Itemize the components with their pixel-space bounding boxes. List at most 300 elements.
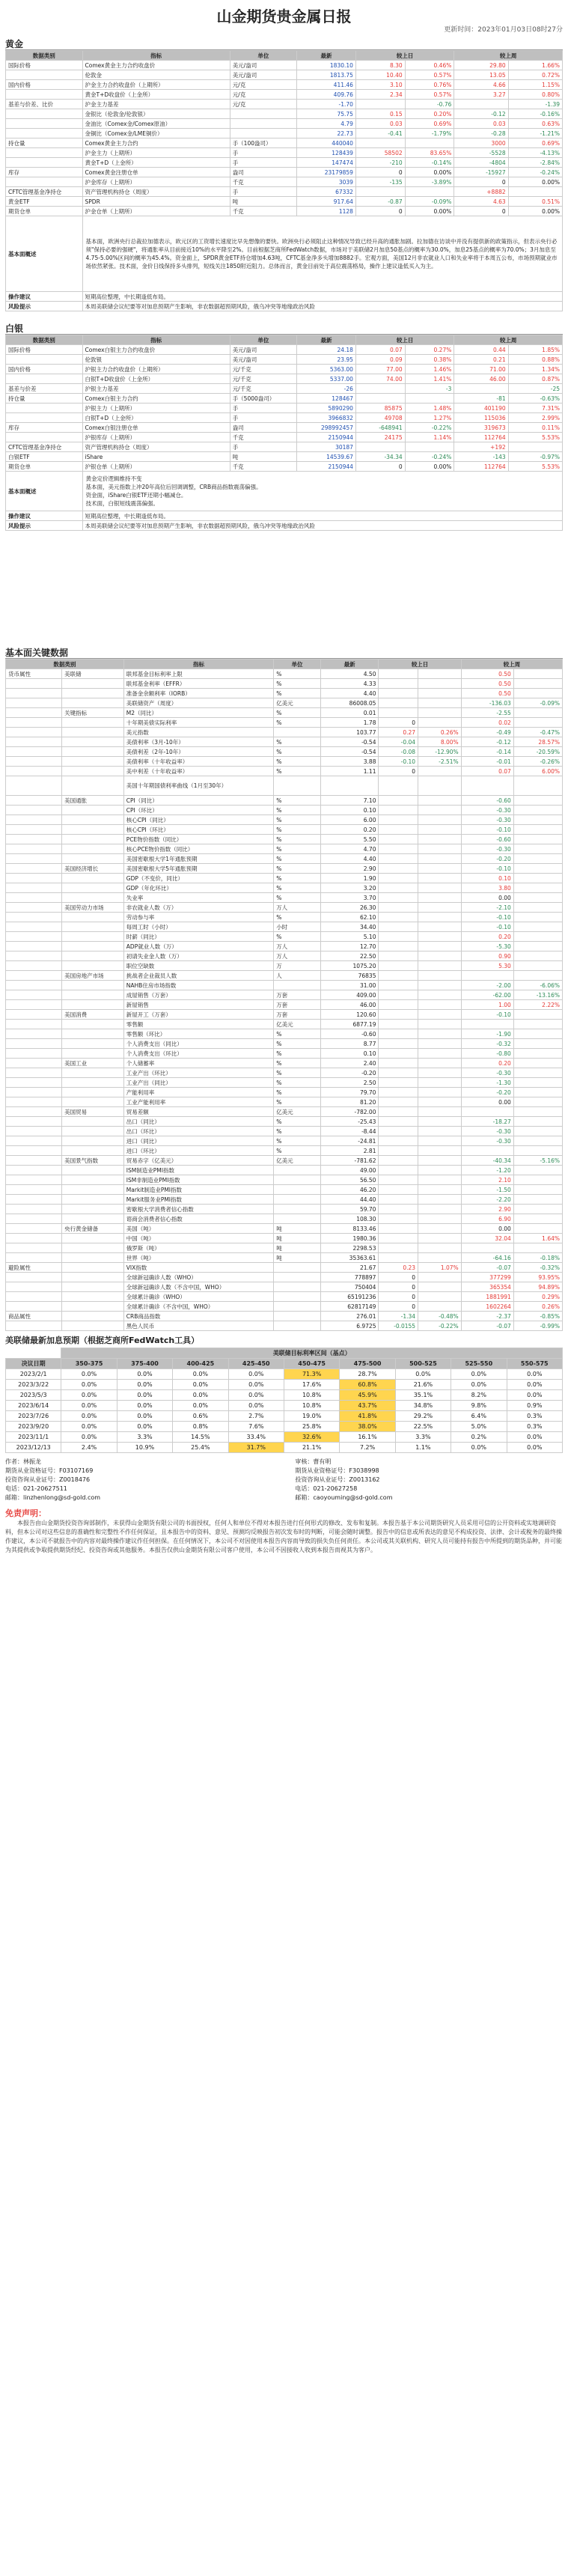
row-group [6, 951, 62, 961]
table-row [6, 903, 563, 913]
row-indicator: 非农就业人数（万） [123, 903, 273, 913]
silver-ops-label: 操作建议 [6, 511, 83, 521]
row-latest: 34.40 [320, 922, 379, 932]
row-indicator: 美债利率（十年收益率） [123, 757, 273, 767]
row-unit: 吨 [274, 1253, 321, 1263]
row-indicator: ADP就业人数（万） [123, 942, 273, 951]
table-row [6, 452, 563, 462]
row-subgroup [62, 1234, 124, 1243]
row-unit: 千克 [230, 177, 296, 187]
row-group [6, 1029, 62, 1039]
row-group [6, 1195, 62, 1205]
row-latest: 750404 [320, 1282, 379, 1292]
row-day-change-pct [418, 854, 462, 864]
row-indicator: 沪金库存（上期所） [82, 177, 230, 187]
row-day-change-pct [418, 1059, 462, 1068]
row-indicator: 全球新冠确诊人数（WHO） [123, 1273, 273, 1282]
row-indicator: Markit服务业PMI指数 [123, 1195, 273, 1205]
row-week-change: 319673 [454, 423, 508, 433]
row-day-change-pct: -0.76 [405, 100, 454, 109]
table-row [6, 1010, 563, 1020]
fedwatch-date: 2023/2/1 [6, 1369, 61, 1380]
row-unit [274, 1185, 321, 1195]
row-day-change-pct [418, 806, 462, 815]
row-day-change-pct: -0.22% [418, 1321, 462, 1331]
row-week-change-pct [513, 815, 562, 825]
row-day-change: 3.10 [355, 80, 405, 90]
row-unit: % [274, 747, 321, 757]
col-vs-prev-week: 较上周 [454, 335, 563, 345]
row-indicator: 美元指数 [123, 728, 273, 737]
row-unit: 吨 [230, 197, 296, 207]
row-day-change [379, 1117, 418, 1127]
row-subgroup [62, 698, 124, 708]
row-indicator: 沪银主力合约收盘价（上期所） [82, 365, 230, 374]
row-group [6, 844, 62, 854]
fedwatch-probability: 21.6% [395, 1380, 451, 1390]
row-week-change-pct: 1.15% [508, 80, 562, 90]
row-day-change-pct: 0.26% [418, 728, 462, 737]
fedwatch-date: 2023/6/14 [6, 1401, 61, 1411]
table-row [6, 207, 563, 216]
row-week-change: -0.28 [454, 129, 508, 138]
row-week-change-pct [513, 903, 562, 913]
row-week-change-pct [513, 1127, 562, 1136]
fedwatch-probability: 60.8% [340, 1380, 395, 1390]
row-indicator: Markit制造业PMI指数 [123, 1185, 273, 1195]
row-indicator: 美债利差（2年-10年） [123, 747, 273, 757]
row-subgroup [62, 747, 124, 757]
row-unit: 吨 [274, 1243, 321, 1253]
fedwatch-probability: 16.1% [340, 1432, 395, 1443]
row-week-change-pct: -0.09% [513, 698, 562, 708]
row-latest: 8.77 [320, 1039, 379, 1049]
gold-risk-text: 本周美联储会议纪要等对加息预期产生影响，非农数据超预期风险，俄乌冲突等地缘政治风险 [82, 302, 562, 311]
row-group [6, 776, 62, 796]
row-day-change-pct: 0.00% [405, 207, 454, 216]
row-day-change-pct: 1.14% [405, 433, 454, 442]
row-day-change [379, 1107, 418, 1117]
row-week-change-pct: -4.13% [508, 148, 562, 158]
row-day-change-pct [418, 961, 462, 971]
fundamentals-table [5, 659, 563, 1331]
table-row [6, 1029, 563, 1039]
row-latest: 22.73 [297, 129, 356, 138]
row-day-change-pct: 0.20% [405, 109, 454, 119]
row-unit: % [274, 708, 321, 718]
row-day-change-pct [418, 1068, 462, 1078]
row-indicator: 黄金T+D（上金所） [82, 158, 230, 168]
col-indicator: 指标 [82, 335, 230, 345]
row-latest: 4.33 [320, 679, 379, 689]
row-day-change: 0 [379, 1273, 418, 1282]
row-week-change: -2.55 [461, 708, 513, 718]
reviewer-info [295, 1458, 563, 1502]
row-day-change [379, 1234, 418, 1243]
row-unit [274, 1205, 321, 1214]
row-group [6, 1059, 62, 1068]
row-category: 期货仓单 [6, 207, 83, 216]
row-latest: 917.64 [297, 197, 356, 207]
table-row [6, 825, 563, 835]
row-category [6, 355, 83, 365]
row-group [6, 1156, 62, 1166]
row-week-change: 3.80 [461, 883, 513, 893]
gold-ops-text: 短期高位整理，中长期逢低布局。 [82, 292, 562, 302]
fedwatch-probability: 9.8% [451, 1401, 507, 1411]
row-week-change: 4.63 [454, 197, 508, 207]
row-day-change [379, 951, 418, 961]
row-day-change [379, 1059, 418, 1068]
fedwatch-probability: 0.0% [117, 1411, 172, 1422]
row-week-change-pct: 0.87% [508, 374, 562, 384]
fedwatch-probability: 5.0% [451, 1422, 507, 1432]
row-indicator: 伦敦金 [82, 70, 230, 80]
fedwatch-probability: 0.0% [117, 1369, 172, 1380]
row-day-change: 58502 [355, 148, 405, 158]
silver-ops-row [6, 511, 563, 521]
row-day-change [379, 1166, 418, 1175]
row-week-change [461, 1146, 513, 1156]
row-day-change: 0.15 [355, 109, 405, 119]
row-week-change-pct: -1.39 [508, 100, 562, 109]
table-row [6, 1117, 563, 1127]
table-row [6, 1224, 563, 1234]
row-latest: 24.18 [297, 345, 356, 355]
table-row [6, 197, 563, 207]
row-subgroup [62, 942, 124, 951]
row-category: 国内价格 [6, 80, 83, 90]
fedwatch-col-header: 525-550 [451, 1359, 507, 1369]
row-week-change-pct: -0.24% [508, 168, 562, 177]
row-day-change-pct [418, 1117, 462, 1127]
row-week-change [461, 776, 513, 796]
row-week-change: 71.00 [454, 365, 508, 374]
row-subgroup [62, 1243, 124, 1253]
row-day-change [379, 796, 418, 806]
row-latest: 8133.46 [320, 1224, 379, 1234]
row-day-change-pct [418, 913, 462, 922]
gold-header-row [6, 51, 563, 61]
row-latest: -0.20 [320, 1068, 379, 1078]
silver-risk-text: 本周美联储会议纪要等对加息预期产生影响，非农数据超预期风险，俄乌冲突等地缘政治风险 [82, 521, 562, 531]
row-group [6, 874, 62, 883]
fedwatch-probability: 43.7% [340, 1401, 395, 1411]
row-day-change-pct [418, 1214, 462, 1224]
row-day-change-pct [418, 942, 462, 951]
row-day-change-pct: -3.89% [405, 177, 454, 187]
table-row [6, 129, 563, 138]
fedwatch-probability: 28.7% [340, 1369, 395, 1380]
row-latest: -782.00 [320, 1107, 379, 1117]
row-indicator: 沪银库存（上期所） [82, 433, 230, 442]
row-indicator: 工业产出（同比） [123, 1078, 273, 1088]
row-day-change-pct: -0.24% [405, 452, 454, 462]
row-day-change [379, 1020, 418, 1029]
row-latest: 6.00 [320, 815, 379, 825]
row-latest: 7.10 [320, 796, 379, 806]
fedwatch-probability: 0.0% [451, 1369, 507, 1380]
row-week-change-pct [513, 1136, 562, 1146]
row-week-change: -40.34 [461, 1156, 513, 1166]
gold-table [5, 50, 563, 311]
table-row [6, 981, 563, 990]
fundamentals-section-title: 基本面关键数据 [5, 646, 563, 659]
table-row [6, 355, 563, 365]
row-week-change-pct: -0.26% [513, 757, 562, 767]
row-indicator: ISM制造业PMI指数 [123, 1166, 273, 1175]
row-week-change: 112764 [454, 462, 508, 472]
row-category: 库存 [6, 168, 83, 177]
row-week-change-pct [513, 1020, 562, 1029]
row-day-change [379, 913, 418, 922]
row-subgroup [62, 757, 124, 767]
row-subgroup [62, 1302, 124, 1312]
row-week-change [461, 1243, 513, 1253]
row-unit: % [274, 1136, 321, 1146]
row-week-change: -0.10 [461, 913, 513, 922]
row-week-change: 1.00 [461, 1000, 513, 1010]
gold-summary-label: 基本面概述 [6, 216, 83, 292]
row-day-change: 0 [379, 1292, 418, 1302]
row-day-change [379, 932, 418, 942]
row-latest: 2.40 [320, 1059, 379, 1068]
row-indicator: Comex白银注册仓单 [82, 423, 230, 433]
row-week-change-pct: -2.84% [508, 158, 562, 168]
row-week-change-pct [513, 1117, 562, 1127]
fedwatch-probability: 21.1% [284, 1443, 339, 1453]
row-week-change: -0.30 [461, 806, 513, 815]
fedwatch-probability: 0.0% [61, 1390, 117, 1401]
row-subgroup [62, 1039, 124, 1049]
row-day-change [379, 1088, 418, 1097]
fedwatch-date: 2023/12/13 [6, 1443, 61, 1453]
row-latest: 14539.67 [297, 452, 356, 462]
row-indicator: 俄罗斯（吨） [123, 1243, 273, 1253]
row-latest: 120.60 [320, 1010, 379, 1020]
row-week-change-pct: 0.63% [508, 119, 562, 129]
table-row [6, 374, 563, 384]
table-row [6, 815, 563, 825]
row-indicator: 新屋销售 [123, 1000, 273, 1010]
row-week-change-pct [513, 1195, 562, 1205]
row-subgroup [62, 767, 124, 776]
fedwatch-date: 2023/5/3 [6, 1390, 61, 1401]
fedwatch-probability: 0.0% [61, 1422, 117, 1432]
fedwatch-row [6, 1380, 563, 1390]
row-week-change-pct: -0.63% [508, 394, 562, 404]
row-day-change: -648941 [355, 423, 405, 433]
row-latest: 76835 [320, 971, 379, 981]
row-group [6, 990, 62, 1000]
row-subgroup [62, 728, 124, 737]
fundamentals-table-body [6, 669, 563, 1331]
row-day-change [379, 1146, 418, 1156]
fedwatch-row [6, 1422, 563, 1432]
fedwatch-probability: 2.7% [228, 1411, 284, 1422]
row-day-change-pct [418, 1185, 462, 1195]
row-day-change [355, 100, 405, 109]
row-week-change: 0.90 [461, 951, 513, 961]
row-week-change: 3.27 [454, 90, 508, 100]
row-subgroup: 美国劳动力市场 [62, 903, 124, 913]
row-unit [230, 109, 296, 119]
row-subgroup [62, 1175, 124, 1185]
row-day-change [379, 990, 418, 1000]
row-day-change [355, 187, 405, 197]
silver-ops-text: 短期高位整理，中长期逢低布局。 [82, 511, 562, 521]
silver-table-body [6, 345, 563, 472]
row-latest: 2150944 [297, 462, 356, 472]
row-latest: 31.00 [320, 981, 379, 990]
row-day-change [379, 689, 418, 698]
silver-summary-label: 基本面概述 [6, 472, 83, 511]
fedwatch-probability: 25.4% [173, 1443, 228, 1453]
row-day-change-pct [418, 1039, 462, 1049]
row-day-change-pct: 0.00% [405, 462, 454, 472]
row-group [6, 767, 62, 776]
row-latest: 103.77 [320, 728, 379, 737]
row-indicator: 世界（吨） [123, 1253, 273, 1263]
row-week-change: -2.00 [461, 981, 513, 990]
table-row [6, 854, 563, 864]
row-day-change [379, 1136, 418, 1146]
row-week-change-pct: -6.06% [513, 981, 562, 990]
row-indicator: 核心CPI（环比） [123, 825, 273, 835]
row-day-change-pct [418, 1000, 462, 1010]
row-latest: 5890290 [297, 404, 356, 413]
row-day-change-pct [418, 689, 462, 698]
table-row [6, 177, 563, 187]
table-row [6, 1146, 563, 1156]
row-category: 白银ETF [6, 452, 83, 462]
row-subgroup [62, 689, 124, 698]
row-latest: 0.10 [320, 1049, 379, 1059]
row-day-change: 85875 [355, 404, 405, 413]
row-latest: 1813.75 [297, 70, 356, 80]
table-row [6, 1263, 563, 1273]
row-day-change [379, 942, 418, 951]
table-row [6, 1068, 563, 1078]
row-unit: % [274, 1059, 321, 1068]
fedwatch-probability: 0.0% [228, 1401, 284, 1411]
row-day-change [379, 1214, 418, 1224]
row-group [6, 835, 62, 844]
row-day-change: 74.00 [355, 374, 405, 384]
row-indicator: 沪银仓单（上期所） [82, 462, 230, 472]
row-week-change-pct: 0.51% [508, 197, 562, 207]
table-row [6, 70, 563, 80]
row-week-change-pct: 5.53% [508, 433, 562, 442]
table-row [6, 148, 563, 158]
disclaimer-title: 免责声明： [5, 1508, 46, 1518]
row-week-change: -1.50 [461, 1185, 513, 1195]
row-week-change: -64.16 [461, 1253, 513, 1263]
row-day-change [379, 1185, 418, 1195]
row-latest: -1.70 [297, 100, 356, 109]
row-latest: -781.62 [320, 1156, 379, 1166]
row-unit: 手（5000盎司） [230, 394, 296, 404]
row-week-change-pct: -0.47% [513, 728, 562, 737]
table-row [6, 1321, 563, 1331]
row-day-change-pct [405, 394, 454, 404]
row-unit: % [274, 864, 321, 874]
row-week-change: 0.00 [461, 1097, 513, 1107]
row-indicator: 金铜比（Comex金/LME铜价） [82, 129, 230, 138]
row-category: 库存 [6, 423, 83, 433]
gold-section-title: 黄金 [5, 37, 563, 50]
row-day-change [379, 1000, 418, 1010]
row-week-change-pct: 94.89% [513, 1282, 562, 1292]
row-day-change-pct: 0.46% [405, 61, 454, 70]
row-subgroup [62, 1195, 124, 1205]
row-week-change-pct [513, 874, 562, 883]
fedwatch-probability: 38.0% [340, 1422, 395, 1432]
row-week-change-pct [513, 806, 562, 815]
row-latest: 4.40 [320, 689, 379, 698]
row-subgroup [62, 1000, 124, 1010]
row-latest: 128439 [297, 148, 356, 158]
fedwatch-col-header: 375-400 [117, 1359, 172, 1369]
row-unit [274, 728, 321, 737]
row-day-change: -210 [355, 158, 405, 168]
row-group [6, 747, 62, 757]
row-indicator: 白银T+D（上金所） [82, 413, 230, 423]
row-day-change-pct [418, 1078, 462, 1088]
table-row [6, 1302, 563, 1312]
row-week-change: 46.00 [454, 374, 508, 384]
row-week-change-pct [513, 1175, 562, 1185]
row-group [6, 1000, 62, 1010]
row-group [6, 961, 62, 971]
fedwatch-probability: 8.2% [451, 1390, 507, 1401]
row-week-change: 2.10 [461, 1175, 513, 1185]
row-indicator: 出口（同比） [123, 1117, 273, 1127]
row-unit: 元/千克 [230, 365, 296, 374]
table-row [6, 61, 563, 70]
table-row [6, 90, 563, 100]
table-row [6, 100, 563, 109]
row-group [6, 825, 62, 835]
row-subgroup [62, 893, 124, 903]
table-row [6, 1243, 563, 1253]
row-latest: 6877.19 [320, 1020, 379, 1029]
fedwatch-probability: 41.8% [340, 1411, 395, 1422]
row-day-change [379, 1243, 418, 1253]
row-week-change: -0.30 [461, 1136, 513, 1146]
row-group [6, 1234, 62, 1243]
row-unit: % [274, 854, 321, 864]
row-unit: % [274, 757, 321, 767]
row-latest: -26 [297, 384, 356, 394]
row-latest: 4.79 [297, 119, 356, 129]
row-day-change-pct: 0.69% [405, 119, 454, 129]
row-latest: 21.67 [320, 1263, 379, 1273]
row-week-change [454, 100, 508, 109]
row-subgroup [62, 1020, 124, 1029]
update-time: 更新时间：2023年01月03日08时27分 [444, 26, 563, 34]
row-group: 商品属性 [6, 1312, 62, 1321]
row-day-change [379, 874, 418, 883]
row-week-change: -0.10 [461, 825, 513, 835]
table-row [6, 80, 563, 90]
row-day-change-pct [418, 1302, 462, 1312]
reviewer-line: 审核：曹有明 [295, 1458, 332, 1465]
row-day-change [379, 903, 418, 913]
row-week-change: -0.80 [461, 1049, 513, 1059]
fedwatch-probability: 0.0% [173, 1380, 228, 1390]
fedwatch-probability: 0.0% [117, 1390, 172, 1401]
